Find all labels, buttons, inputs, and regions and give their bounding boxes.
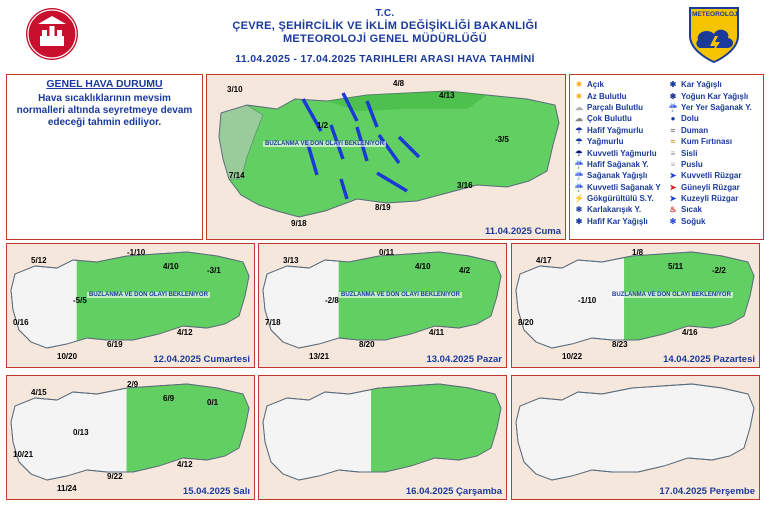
strong-wind-icon: ➤	[669, 171, 677, 181]
temp-label: 9/22	[107, 472, 123, 481]
legend-label: Hafif Yağmurlu	[587, 125, 644, 135]
temp-label: 8/23	[612, 340, 628, 349]
temp-label: 4/13	[439, 91, 455, 100]
temp-label: 4/10	[163, 262, 179, 271]
temp-label: 4/10	[415, 262, 431, 271]
daily-map-panel	[258, 375, 507, 500]
legend-item	[668, 216, 763, 227]
legend-label: Dolu	[681, 114, 699, 124]
temp-label: 0/1	[207, 398, 219, 407]
temp-label: 7/18	[265, 318, 281, 327]
legend-label: Puslu	[681, 159, 703, 169]
legend-label: Az Bulutlu	[587, 91, 627, 101]
general-weather-panel	[6, 74, 203, 240]
temp-label: -3/1	[207, 266, 221, 275]
temp-label: 4/8	[393, 79, 405, 88]
temp-label: 5/12	[31, 256, 47, 265]
legend-item	[574, 90, 669, 101]
header-ministry: ÇEVRE, ŞEHİRCİLİK VE İKLİM DEĞİŞİKLİĞİ BAKANLIĞI	[232, 20, 538, 32]
daily-map-panel	[258, 243, 507, 368]
legend-label: Yağmurlu	[587, 137, 624, 147]
legend-label: Hafif Sağanak Y.	[587, 159, 649, 169]
turkey-map	[259, 376, 507, 500]
legend-label: Açık	[587, 80, 604, 90]
hot-icon: ♨	[669, 205, 677, 215]
temp-label: -1/10	[127, 248, 146, 257]
legend-label: Sağanak Yağışlı	[587, 171, 648, 181]
main-map-date: 11.04.2025 Cuma	[484, 226, 561, 237]
legend-label: Karlakarışık Y.	[587, 205, 642, 215]
temp-label: 10/20	[57, 352, 78, 361]
legend-label: Çok Bulutlu	[587, 114, 632, 124]
cold-icon: ✻	[669, 216, 677, 226]
daily-map-date: 15.04.2025 Salı	[182, 486, 250, 497]
thunder-icon: ⚡	[574, 194, 584, 204]
legend-label: Kuzeyli Rüzgar	[681, 194, 739, 204]
sleet-icon: ❄	[575, 205, 583, 215]
legend-item	[574, 113, 669, 124]
header-directorate: METEOROLOJİ GENEL MÜDÜRLÜĞÜ	[282, 33, 488, 45]
legend-item	[668, 113, 763, 124]
sun-icon: ☀	[575, 80, 583, 90]
temp-label: 0/13	[73, 428, 89, 437]
frost-banner: BUZLANMA VE DON OLAYI BEKLENIYOR	[89, 292, 208, 298]
snow-icon: ✱	[669, 80, 677, 90]
daily-map-panel	[511, 375, 760, 500]
temp-label: 7/14	[229, 171, 245, 180]
fog-icon: ≡	[670, 148, 676, 158]
heavy-shower-icon: ☔	[574, 182, 584, 192]
temp-label: 0/16	[13, 318, 29, 327]
temp-label: 6/19	[107, 340, 123, 349]
temp-label: 4/12	[177, 328, 193, 337]
rain-icon: ☂	[575, 137, 583, 147]
temp-label: 10/22	[562, 352, 583, 361]
temp-label: 4/11	[429, 328, 445, 337]
legend-item	[574, 102, 669, 113]
temp-label: 4/15	[31, 388, 47, 397]
temp-label: 6/9	[163, 394, 175, 403]
temp-label: 13/21	[309, 352, 330, 361]
ministry-logo	[26, 8, 78, 60]
legend-label: Yer Yer Sağanak Y.	[681, 102, 752, 112]
temp-label: 4/17	[536, 256, 552, 265]
legend-item	[574, 159, 669, 170]
north-wind-icon: ➤	[669, 194, 677, 204]
legend-item	[574, 216, 669, 227]
temp-label: 3/16	[457, 181, 473, 190]
turkey-map	[512, 376, 760, 500]
legend-label: Kar Yağışlı	[681, 80, 722, 90]
legend-item	[574, 125, 669, 136]
mostly-sunny-icon: ☀	[575, 91, 583, 101]
light-shower-icon: ☔	[574, 159, 584, 169]
legend-left-column	[574, 79, 669, 227]
legend-label: Kuvvetli Rüzgar	[681, 171, 742, 181]
smoke-icon: ≈	[670, 125, 676, 135]
legend-item	[574, 182, 669, 193]
cloudy-icon: ☁	[575, 114, 583, 124]
header	[0, 0, 770, 72]
legend-label: Yoğun Kar Yağışlı	[681, 91, 749, 101]
temp-label: 4/2	[459, 266, 471, 275]
local-shower-icon: ☔	[668, 102, 678, 112]
legend-label: Kuvvetli Yağmurlu	[587, 148, 657, 158]
legend-item	[668, 90, 763, 101]
heavy-snow-icon: ❄	[669, 91, 677, 101]
meteoroloji-logo-text: METEOROLOJİ	[692, 11, 740, 18]
legend-panel	[569, 74, 764, 240]
legend-label: Sıcak	[681, 205, 702, 215]
temp-label: 4/16	[682, 328, 698, 337]
daily-map-date: 13.04.2025 Pazar	[426, 354, 502, 365]
temp-label: 8/19	[375, 203, 391, 212]
legend-label: Kuvvetli Sağanak Y	[587, 182, 661, 192]
daily-map-date: 12.04.2025 Cumartesi	[153, 354, 250, 365]
temp-label: 8/20	[359, 340, 375, 349]
partly-cloudy-icon: ☁	[575, 102, 583, 112]
legend-item	[574, 204, 669, 215]
legend-label: Parçalı Bulutlu	[587, 102, 644, 112]
legend-item	[668, 102, 763, 113]
daily-map-panel	[511, 243, 760, 368]
temp-label: 1/8	[632, 248, 644, 257]
legend-item	[574, 193, 669, 204]
legend-label: Soğuk	[681, 216, 706, 226]
temp-label: 3/10	[227, 85, 243, 94]
legend-item	[668, 204, 763, 215]
legend-item	[668, 170, 763, 181]
legend-right-column	[668, 79, 763, 227]
daily-map-date: 14.04.2025 Pazartesi	[663, 354, 755, 365]
frost-banner: BUZLANMA VE DON OLAYI BEKLENIYOR	[612, 292, 731, 298]
shower-icon: ☔	[574, 171, 584, 181]
south-wind-icon: ➤	[669, 182, 677, 192]
general-weather-text: Hava sıcaklıklarının mevsim normalleri altında seyretmeye devam edeceği tahmin ediliyor.	[16, 93, 193, 128]
header-forecast-range: 11.04.2025 - 17.04.2025 TARIHLERI ARASI HAVA TAHMİNİ	[235, 53, 535, 65]
daily-map-panel	[6, 375, 255, 500]
temp-label: 9/18	[291, 219, 307, 228]
heavy-rain-icon: ☂	[575, 148, 583, 158]
legend-item	[574, 170, 669, 181]
temp-label: 8/20	[518, 318, 534, 327]
legend-item	[668, 193, 763, 204]
legend-label: Sisli	[681, 148, 698, 158]
temp-label: -3/5	[495, 135, 509, 144]
legend-label: Gökgürültülü S.Y.	[587, 194, 654, 204]
temp-label: 11/24	[57, 484, 77, 493]
frost-banner: BUZLANMA VE DON OLAYI BEKLENIYOR	[341, 292, 460, 298]
temp-label: -2/8	[325, 296, 339, 305]
hail-icon: ●	[670, 114, 676, 124]
mist-icon: ≡	[670, 159, 676, 169]
legend-item	[668, 159, 763, 170]
temp-label: -5/5	[73, 296, 87, 305]
temp-label: 2/9	[127, 380, 139, 389]
legend-item	[574, 136, 669, 147]
header-tc: T.C.	[375, 8, 395, 19]
temp-label: 3/13	[283, 256, 299, 265]
daily-map-date: 17.04.2025 Perşembe	[659, 486, 755, 497]
legend-label: Duman	[681, 125, 709, 135]
legend-label: Hafif Kar Yağışlı	[587, 216, 648, 226]
temp-label: -2/2	[712, 266, 726, 275]
meteoroloji-logo	[688, 6, 740, 64]
daily-map-date: 16.04.2025 Çarşamba	[405, 486, 502, 497]
main-map-frost-banner: BUZLANMA VE DON OLAYI BEKLENIYOR	[265, 141, 384, 147]
legend-item	[668, 125, 763, 136]
legend-label: Kum Fırtınası	[681, 137, 733, 147]
legend-label: Güneyli Rüzgar	[681, 182, 740, 192]
sandstorm-icon: ≈	[670, 137, 676, 147]
temp-label: 1/2	[317, 121, 329, 130]
temp-label: 10/21	[13, 450, 34, 459]
legend-item	[668, 79, 763, 90]
light-snow-icon: ✱	[575, 216, 583, 226]
legend-item	[574, 79, 669, 90]
legend-item	[668, 136, 763, 147]
temp-label: 4/12	[177, 460, 193, 469]
temp-label: -1/10	[578, 296, 597, 305]
general-weather-title: GENEL HAVA DURUMU	[46, 78, 163, 90]
light-rain-icon: ☂	[575, 125, 583, 135]
temp-label: 5/11	[668, 262, 684, 271]
legend-item	[668, 182, 763, 193]
legend-item	[668, 147, 763, 158]
north-wind-arrows	[207, 75, 566, 240]
legend-item	[574, 147, 669, 158]
main-map-panel	[206, 74, 566, 240]
daily-map-panel	[6, 243, 255, 368]
temp-label: 0/11	[379, 248, 395, 257]
